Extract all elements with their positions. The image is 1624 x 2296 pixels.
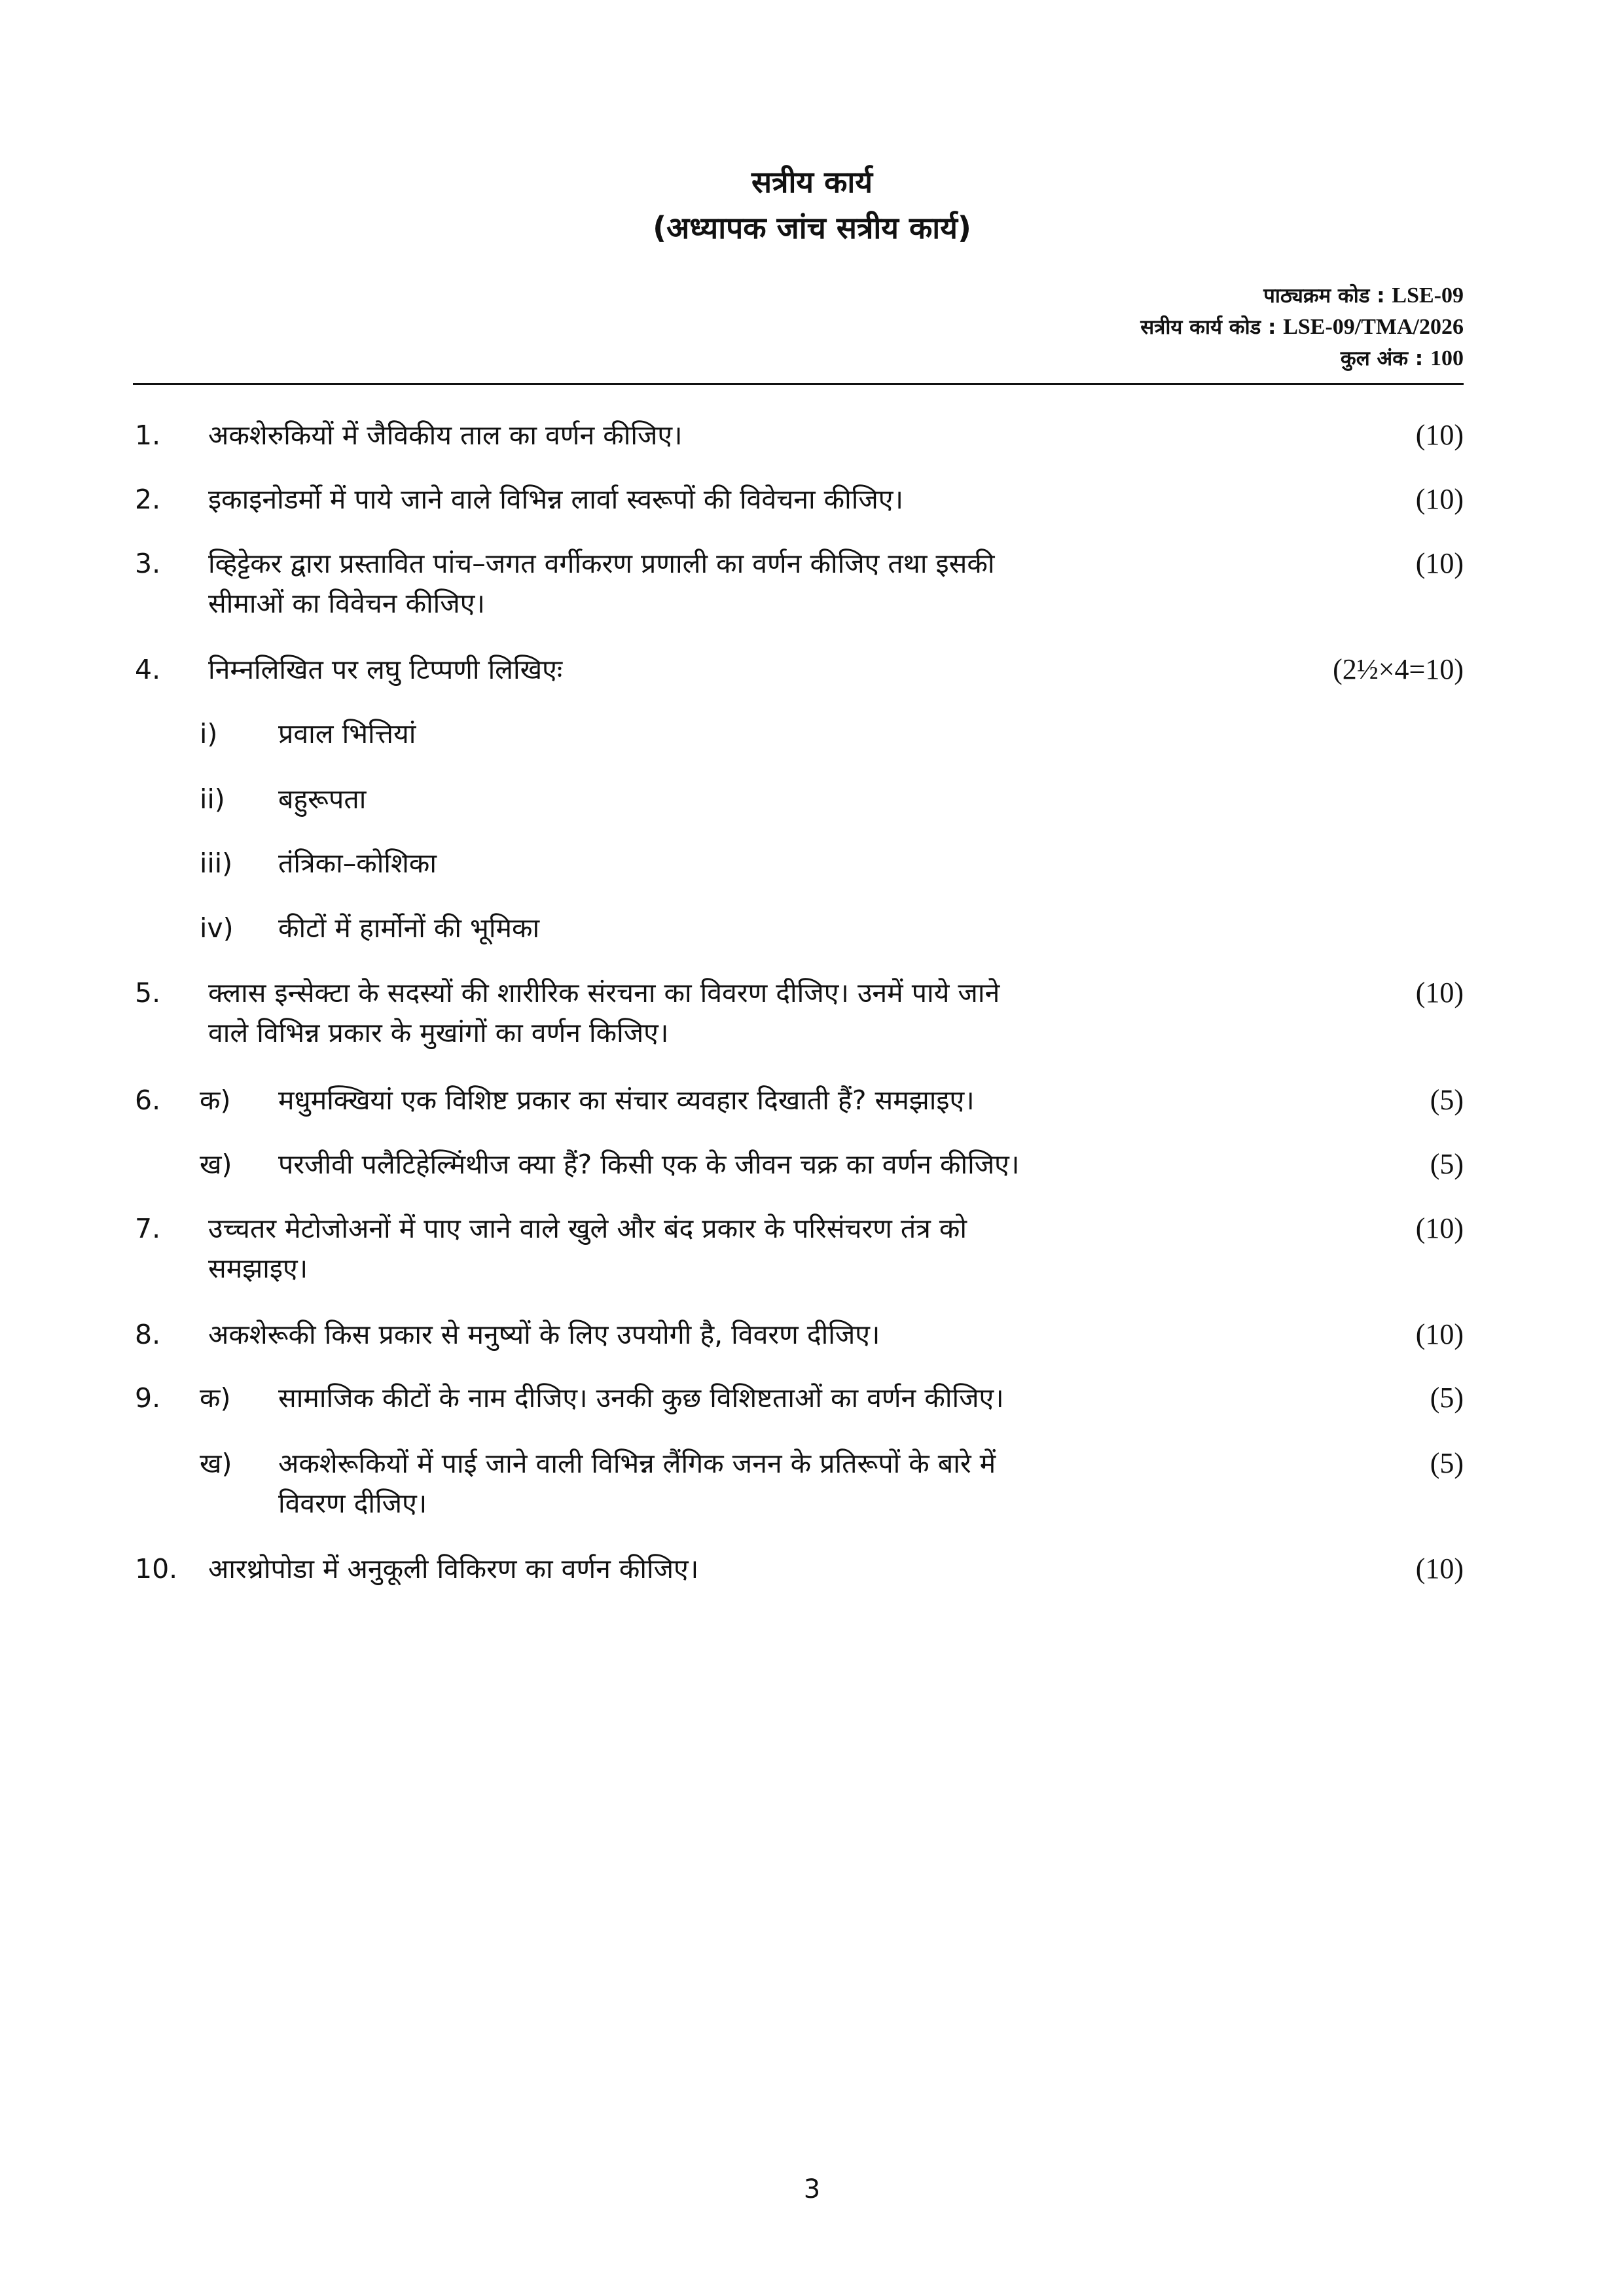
course-code	[1263, 281, 1464, 310]
sub-question-marks: (5)	[1430, 1084, 1464, 1116]
question-text: आरथ्रोपोडा में अनुकूली विकिरण का वर्णन कीजिए।	[208, 1553, 699, 1585]
total-marks-label: कुल अंक :	[1340, 347, 1424, 370]
sub-question-text: परजीवी पलैटिहेल्मिंथीज क्या हैं? किसी एक के जीवन चक्र का वर्णन कीजिए।	[278, 1149, 1020, 1180]
question-text: क्लास इन्सेक्टा के सदस्यों की शारीरिक संरचना का विवरण दीजिए। उनमें पाये जाने	[208, 977, 1000, 1009]
assignment-code-label: सत्रीय कार्य कोड :	[1140, 315, 1276, 339]
sub-question-text: सामाजिक कीटों के नाम दीजिए। उनकी कुछ विशिष्टताओं का वर्णन कीजिए।	[278, 1382, 1004, 1414]
question-number: 9.	[135, 1382, 161, 1414]
question-marks: (10)	[1415, 547, 1464, 579]
question-marks: (2½×4=10)	[1333, 653, 1464, 685]
sub-question-label: ख)	[200, 1149, 232, 1180]
assignment-code	[1140, 313, 1464, 342]
sub-question-label: क)	[200, 1085, 231, 1116]
question-number: 1.	[135, 420, 161, 451]
question-text: अकशेरुकियों में जैविकीय ताल का वर्णन कीजिए।	[208, 420, 683, 451]
question-text-continued: वाले विभिन्न प्रकार के मुखांगों का वर्णन किजिए।	[208, 1017, 669, 1049]
course-code-value: LSE-09	[1392, 283, 1464, 308]
sub-question-label: ख)	[200, 1448, 232, 1479]
question-number: 7.	[135, 1213, 161, 1244]
sub-question-text-continued: विवरण दीजिए।	[278, 1488, 427, 1519]
sub-question-label: iv)	[200, 912, 234, 944]
question-number: 10.	[135, 1553, 178, 1585]
question-number: 3.	[135, 548, 161, 579]
sub-question-marks: (5)	[1430, 1447, 1464, 1479]
assignment-code-value: LSE-09/TMA/2026	[1283, 315, 1464, 339]
question-marks: (10)	[1415, 977, 1464, 1009]
sub-question-marks: (5)	[1430, 1148, 1464, 1180]
question-marks: (10)	[1415, 1552, 1464, 1585]
question-marks: (10)	[1415, 483, 1464, 515]
sub-question-text: कीटों में हार्मोनों की भूमिका	[278, 912, 540, 944]
total-marks-value: 100	[1430, 346, 1464, 370]
question-marks: (10)	[1415, 1212, 1464, 1244]
sub-question-label: क)	[200, 1382, 231, 1414]
sub-question-text: मधुमक्खियां एक विशिष्ट प्रकार का संचार व्यवहार दिखाती हैं? समझाइए।	[278, 1085, 975, 1116]
question-text: निम्नलिखित पर लघु टिप्पणी लिखिएः	[208, 654, 563, 685]
page-number: 3	[803, 2174, 821, 2204]
sub-question-label: ii)	[200, 783, 225, 815]
sub-question-label: i)	[200, 718, 218, 749]
question-text: अकशेरूकी किस प्रकार से मनुष्यों के लिए उपयोगी है, विवरण दीजिए।	[208, 1319, 880, 1350]
course-code-label: पाठ्यक्रम कोड :	[1263, 284, 1385, 308]
total-marks	[1341, 344, 1464, 373]
sub-question-marks: (5)	[1430, 1382, 1464, 1414]
question-text: उच्चतर मेटोजोअनों में पाए जाने वाले खुले और बंद प्रकार के परिसंचरण तंत्र को	[208, 1213, 967, 1244]
header-divider	[133, 383, 1464, 385]
sub-question-text: बहुरूपता	[278, 783, 367, 815]
question-number: 4.	[135, 654, 161, 685]
question-number: 6.	[135, 1085, 161, 1116]
sub-question-label: iii)	[200, 848, 233, 879]
question-marks: (10)	[1415, 419, 1464, 451]
question-text: व्हिट्टेकर द्वारा प्रस्तावित पांच–जगत वर्गीकरण प्रणाली का वर्णन कीजिए तथा इसकी	[208, 548, 995, 579]
question-number: 8.	[135, 1319, 161, 1350]
page-subtitle: (अध्यापक जांच सत्रीय कार्य)	[653, 210, 971, 245]
question-number: 5.	[135, 977, 161, 1009]
sub-question-text: तंत्रिका–कोशिका	[278, 848, 437, 879]
question-marks: (10)	[1415, 1318, 1464, 1350]
question-text: इकाइनोडर्मो में पाये जाने वाले विभिन्न लार्वा स्वरूपों की विवेचना कीजिए।	[208, 484, 904, 515]
page-title: सत्रीय कार्य	[751, 164, 873, 200]
sub-question-text: अकशेरूकियों में पाई जाने वाली विभिन्न लैंगिक जनन के प्रतिरूपों के बारे में	[278, 1448, 996, 1479]
sub-question-text: प्रवाल भित्तियां	[278, 718, 416, 749]
question-text-continued: सीमाओं का विवेचन कीजिए।	[208, 588, 485, 619]
question-text-continued: समझाइए।	[208, 1253, 308, 1284]
question-number: 2.	[135, 484, 161, 515]
